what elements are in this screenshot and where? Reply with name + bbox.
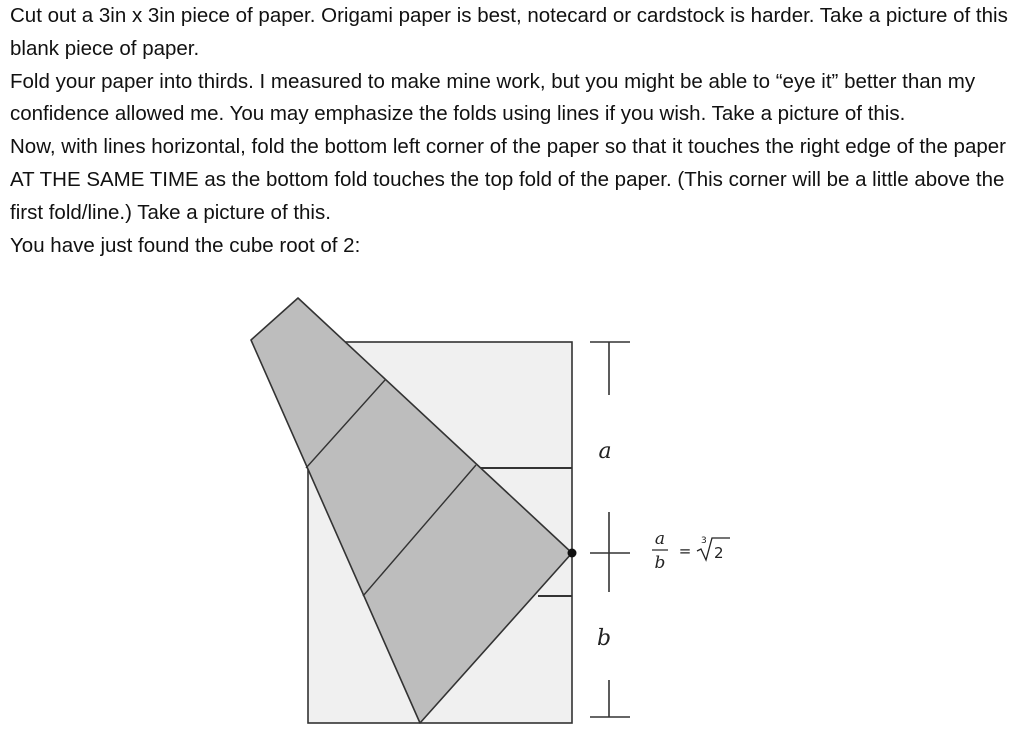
formula-numerator: a [654,529,666,549]
instruction-step-3: Now, with lines horizontal, fold the bottom left corner of the paper so that it touches the right edge of the paper AT THE SAME TIME as the bottom fold touches the top fold of the paper. (This corner will be a little above the first fold/line.) Take a picture of this. [10,135,1006,224]
instruction-step-2: Fold your paper into thirds. I measured to make mine work, but you might be able to “eye it” better than my confidence allowed me. You may emphasize the folds using lines if you wish. Take a picture of this. [10,69,976,126]
label-a: a [598,439,612,464]
radicand: 2 [714,544,724,562]
corner-point [568,549,577,558]
instruction-conclusion: You have just found the cube root of 2: [10,233,361,257]
cube-root-formula [652,529,730,573]
formula-equals: = [678,542,692,560]
formula-denominator: b [654,553,666,573]
instruction-step-1: Cut out a 3in x 3in piece of paper. Origami paper is best, notecard or cardstock is harder. Take a picture of this blank piece of paper. [10,4,1008,60]
root-index: 3 [701,536,707,546]
measurement-bars [590,342,630,717]
label-b: b [596,626,612,651]
